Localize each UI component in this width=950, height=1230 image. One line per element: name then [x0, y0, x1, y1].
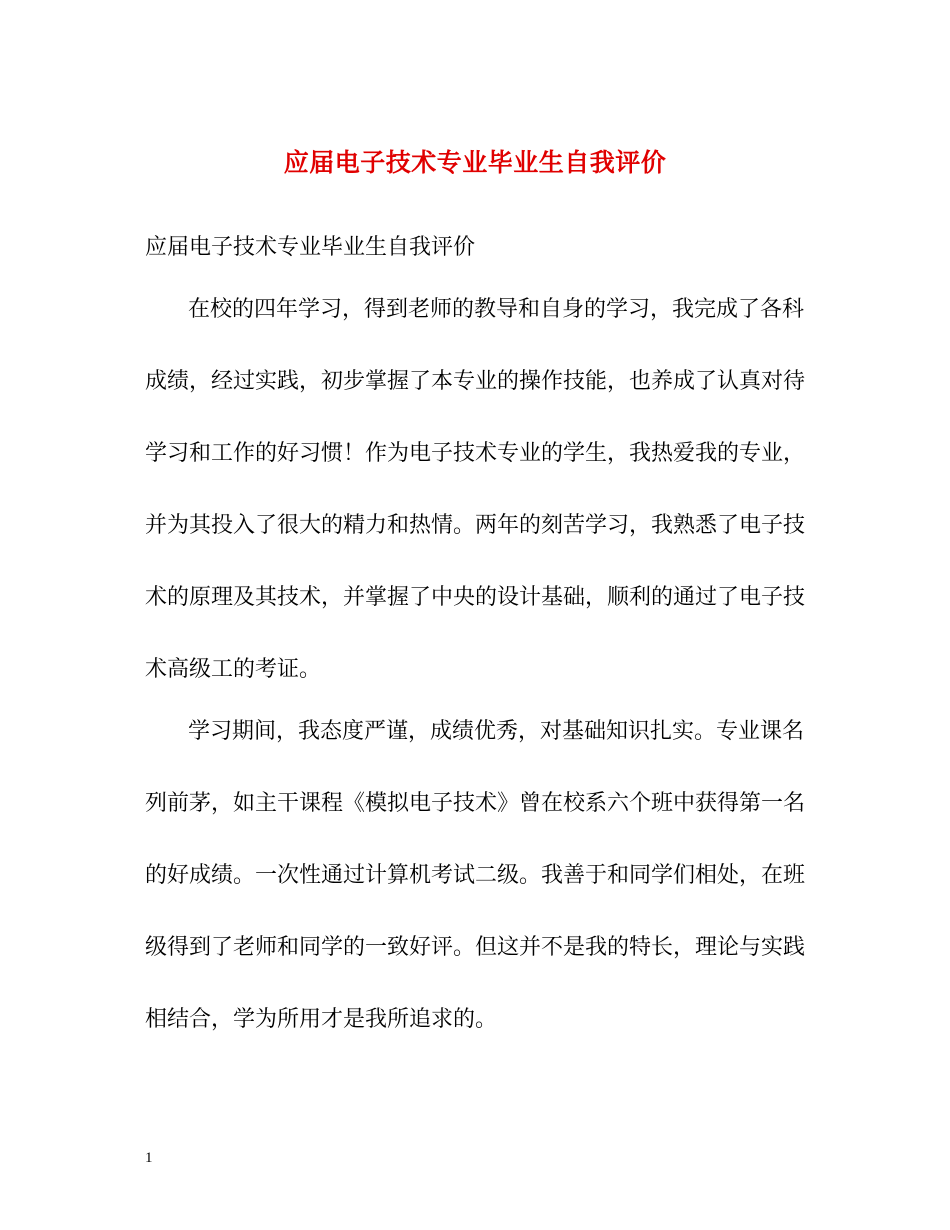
paragraph-2-line-1: 学习期间，我态度严谨，成绩优秀，对基础知识扎实。专业课名 — [188, 719, 805, 744]
paragraph-1-line-2: 成绩，经过实践，初步掌握了本专业的操作技能，也养成了认真对待 — [145, 369, 806, 394]
paragraph-2-line-5: 相结合，学为所用才是我所追求的。 — [145, 1007, 498, 1032]
document-title: 应届电子技术专业毕业生自我评价 — [283, 148, 667, 177]
paragraph-2-line-4: 级得到了老师和同学的一致好评。但这并不是我的特长，理论与实践 — [145, 935, 806, 960]
paragraph-1-line-4: 并为其投入了很大的精力和热情。两年的刻苦学习，我熟悉了电子技 — [145, 513, 806, 538]
paragraph-1-line-6: 术高级工的考证。 — [145, 657, 322, 682]
paragraph-1-line-5: 术的原理及其技术，并掌握了中央的设计基础，顺利的通过了电子技 — [145, 585, 806, 610]
paragraph-1-line-1: 在校的四年学习，得到老师的教导和自身的学习，我完成了各科 — [188, 297, 805, 322]
document-subtitle: 应届电子技术专业毕业生自我评价 — [145, 235, 476, 260]
paragraph-2-line-2: 列前茅，如主干课程《模拟电子技术》曾在校系六个班中获得第一名 — [145, 791, 806, 816]
paragraph-1-line-3: 学习和工作的好习惯！作为电子技术专业的学生，我热爱我的专业， — [145, 441, 806, 466]
paragraph-2-line-3: 的好成绩。一次性通过计算机考试二级。我善于和同学们相处，在班 — [145, 863, 806, 888]
page-number: 1 — [145, 1150, 153, 1166]
